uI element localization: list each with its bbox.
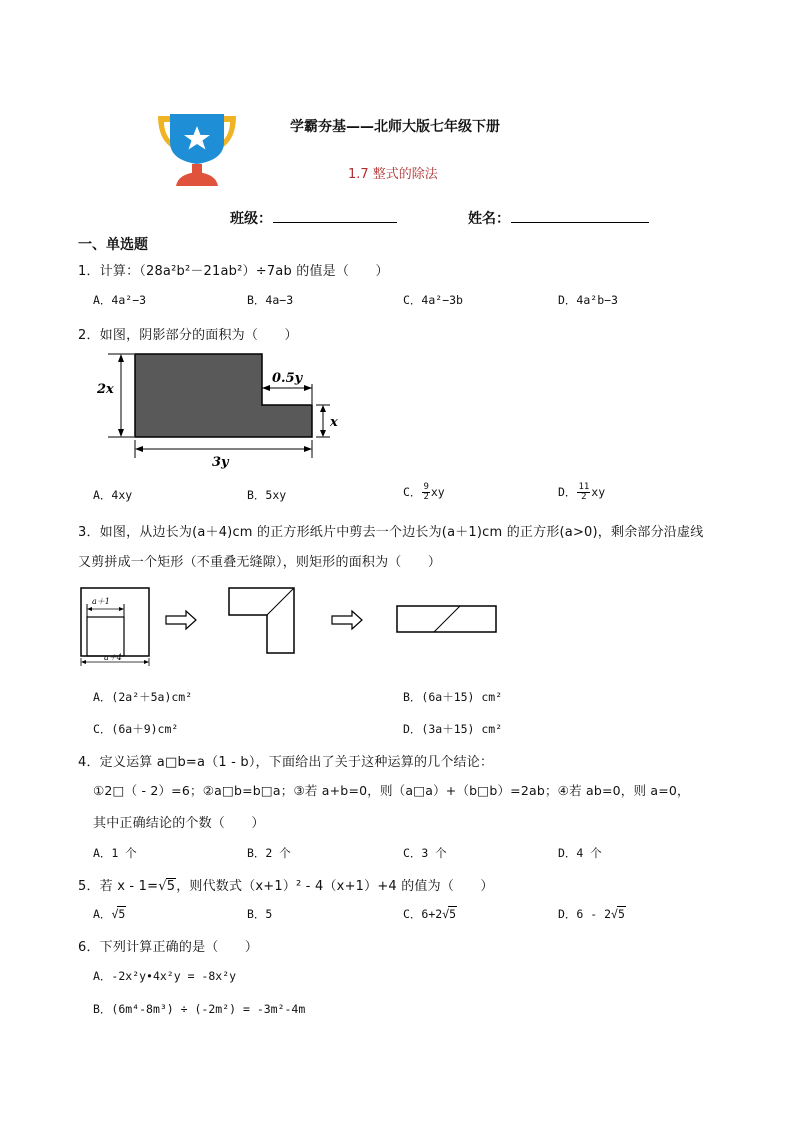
fraction: $\frac{9}{2}$ <box>423 482 429 502</box>
question-3-line-1: 3．如图，从边长为(a＋4)cm 的正方形纸片中剪去一个边长为(a＋1)cm 的正方形(a>0)，剩余部分沿虚线 <box>78 525 704 540</box>
fraction: $\frac{11}{2}$ <box>578 482 590 502</box>
q2-label-05y: 0.5y <box>272 371 303 386</box>
question-5: 5．若 x - 1=√5，则代数式（x+1）² - 4（x+1）+4 的值为（ ） <box>78 879 494 894</box>
q1-option-a[interactable]: A．4a²−3 <box>93 293 147 307</box>
trophy-logo <box>154 112 240 188</box>
q1-option-b[interactable]: B．4a−3 <box>247 293 294 307</box>
class-input-line[interactable] <box>273 222 397 223</box>
q3-option-b[interactable]: B．(6a＋15) cm² <box>403 690 503 704</box>
q6-option-a[interactable]: A．-2x²y•4x²y = -8x²y <box>93 969 237 983</box>
q2-option-d[interactable]: D． $\frac{11}{2}$ xy <box>558 482 606 502</box>
q3-figure <box>76 582 506 668</box>
q2-option-c[interactable]: C． $\frac{9}{2}$ xy <box>403 482 445 502</box>
q3-label-a1: a＋1 <box>92 597 110 606</box>
question-1-text: 1．计算：（28a²b²－21ab²）÷7ab 的值是（ ） <box>78 264 389 279</box>
q3-option-a[interactable]: A．(2a²＋5a)cm² <box>93 690 193 704</box>
question-3-line-2: 又剪拼成一个矩形（不重叠无缝隙），则矩形的面积为（ ） <box>78 555 442 570</box>
question-4-line-3: 其中正确结论的个数（ ） <box>93 816 265 831</box>
name-input-line[interactable] <box>511 222 649 223</box>
shaded-region <box>135 354 312 437</box>
class-label: 班级： <box>230 211 272 227</box>
q3-option-c[interactable]: C．(6a＋9)cm² <box>93 722 179 736</box>
q2-label-x: x <box>330 415 338 430</box>
question-6: 6．下列计算正确的是（ ） <box>78 940 259 955</box>
arrow-right-icon <box>332 611 362 629</box>
inner-square <box>87 617 124 656</box>
trophy-icon <box>154 112 240 188</box>
q2-label-2x: 2x <box>97 382 114 397</box>
question-2: 2．如图，阴影部分的面积为（ ） <box>78 328 298 343</box>
q1-option-d[interactable]: D．4a²b−3 <box>558 293 618 307</box>
q4-option-b[interactable]: B．2 个 <box>247 846 291 860</box>
q2-figure <box>94 348 354 470</box>
q1-option-c[interactable]: C．4a²−3b <box>403 293 463 307</box>
question-1 <box>78 260 389 279</box>
page-title: 学霸夯基——北师大版七年级下册 <box>290 119 500 135</box>
q5-option-c[interactable]: C．6+2√5 <box>403 907 457 921</box>
q2-label-3y: 3y <box>212 455 229 470</box>
q4-option-d[interactable]: D．4 个 <box>558 846 602 860</box>
name-label: 姓名： <box>468 211 510 227</box>
q4-option-c[interactable]: C．3 个 <box>403 846 447 860</box>
page-subtitle: 1.7 整式的除法 <box>348 167 438 182</box>
q2-option-a[interactable]: A．4xy <box>93 488 133 502</box>
section-title: 一、单选题 <box>78 237 148 253</box>
q2-option-b[interactable]: B．5xy <box>247 488 287 502</box>
q5-option-d[interactable]: D．6 - 2√5 <box>558 907 625 921</box>
q6-option-b[interactable]: B．(6m⁴-8m³) ÷ (-2m²) = -3m²-4m <box>93 1002 306 1016</box>
question-4-line-2: ①2□（ - 2）=6；②a□b=b□a；③若 a+b=0，则（a□a）+（b□b）=2ab；④若 ab=0，则 a=0， <box>93 783 690 798</box>
q5-option-b[interactable]: B．5 <box>247 907 273 921</box>
q5-option-a[interactable]: A．√5 <box>93 907 126 921</box>
arrow-right-icon <box>166 611 196 629</box>
q3-option-d[interactable]: D．(3a＋15) cm² <box>403 722 503 736</box>
question-4-line-1: 4．定义运算 a□b=a（1 - b），下面给出了关于这种运算的几个结论： <box>78 755 494 770</box>
q4-option-a[interactable]: A．1 个 <box>93 846 137 860</box>
q3-label-a4: a＋4 <box>104 653 122 662</box>
